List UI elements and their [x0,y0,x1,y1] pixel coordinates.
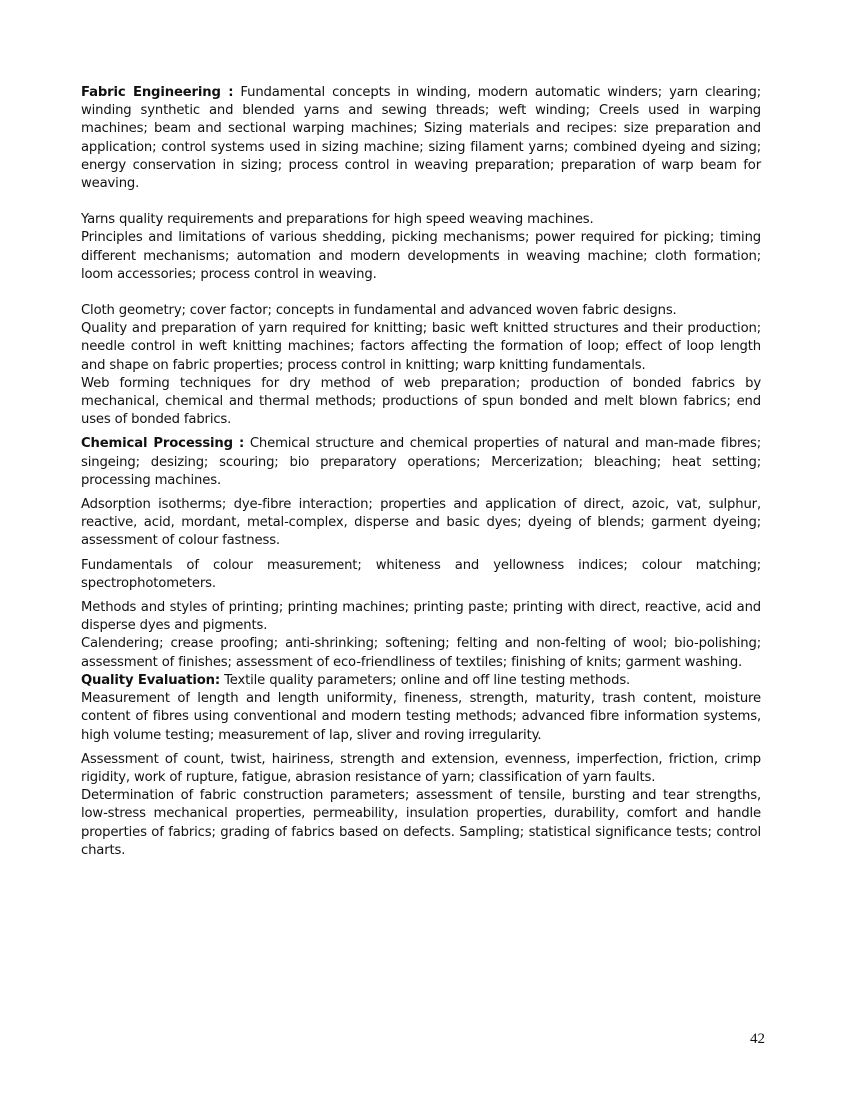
quality-paragraph-4: Determination of fabric construction parameters; assessment of tensile, bursting and tear strengths, low-stress mechanical properties, permeability, insulation properties, durability, comfort and handle properties of fabrics; grading of fabrics based on defects. Sampling; statistical significance tests; control charts. [81,788,761,858]
syllabus-page [81,84,761,860]
fabric-paragraph-2: Yarns quality requirements and preparations for high speed weaving machines. [81,212,594,228]
page-number: 42 [750,1031,765,1047]
chemical-processing-intro: Chemical structure and chemical properties of natural and man-made fibres; singeing; desizing; scouring; bio preparatory operations; Mercerization; bleaching; heat setting; processing machines. [81,436,761,488]
chemical-processing-heading: Chemical Processing : [81,436,245,452]
chemical-paragraph-5: Calendering; crease proofing; anti-shrinking; softening; felting and non-felting of wool; bio-polishing; assessment of finishes; assessment of eco-friendliness of textiles; finishing of knits; garment washing. [81,636,761,670]
fabric-engineering-paragraph [81,84,761,193]
chemical-paragraph-3: Fundamentals of colour measurement; whiteness and yellowness indices; colour matching; spectrophotometers. [81,557,761,591]
quality-paragraph-2: Measurement of length and length uniformity, fineness, strength, maturity, trash content, moisture content of fibres using conventional and modern testing methods; advanced fibre information systems, high volume testing; measurement of lap, sliver and roving irregularity. [81,691,761,743]
fabric-engineering-intro: Fundamental concepts in winding, modern automatic winders; yarn clearing; winding synthetic and blended yarns and sewing threads; weft winding; Creels used in warping machines; beam and sectional warping machines; Sizing materials and recipes: size preparation and application; control systems used in sizing machine; sizing filament yarns; combined dyeing and sizing; energy conservation in sizing; process control in weaving preparation; preparation of warp beam for weaving. [81,85,761,192]
chemical-paragraph-2: Adsorption isotherms; dye-fibre interaction; properties and application of direct, azoic, vat, sulphur, reactive, acid, mordant, metal-complex, disperse and basic dyes; dyeing of blends; garment dyeing; assessment of colour fastness. [81,497,761,549]
chemical-processing-paragraph [81,435,761,490]
chemical-paragraph-4: Methods and styles of printing; printing machines; printing paste; printing with direct, reactive, acid and disperse dyes and pigments. [81,600,761,634]
fabric-paragraph-5: Quality and preparation of yarn required for knitting; basic weft knitted structures and their production; needle control in weft knitting machines; factors affecting the formation of loop; effect of loop length and shape on fabric properties; process control in knitting; warp knitting fundamentals. [81,321,761,373]
quality-evaluation-heading: Quality Evaluation: [81,672,221,688]
quality-evaluation-paragraph [81,672,761,690]
fabric-paragraph-3: Principles and limitations of various shedding, picking mechanisms; power required for picking; timing different mechanisms; automation and modern developments in weaving machine; cloth formation; loom accessories; process control in weaving. [81,230,761,282]
fabric-paragraph-6: Web forming techniques for dry method of web preparation; production of bonded fabrics by mechanical, chemical and thermal methods; productions of spun bonded and melt blown fabrics; end uses of bonded fabrics. [81,375,761,428]
fabric-engineering-heading: Fabric Engineering : [81,85,234,100]
quality-paragraph-3: Assessment of count, twist, hairiness, strength and extension, evenness, imperfection, friction, crimp rigidity, work of rupture, fatigue, abrasion resistance of yarn; classification of yarn faults. [81,751,761,785]
quality-evaluation-intro: Textile quality parameters; online and off line testing methods. [220,672,631,688]
fabric-paragraph-4: Cloth geometry; cover factor; concepts in fundamental and advanced woven fabric designs. [81,303,677,319]
